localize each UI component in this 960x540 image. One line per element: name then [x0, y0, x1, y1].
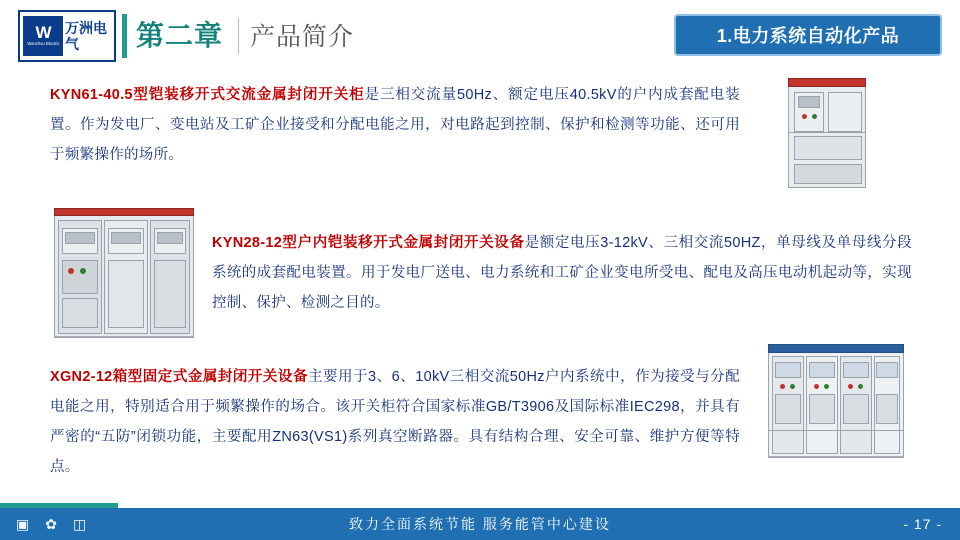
paragraph-xgn2: [50, 362, 740, 482]
grid-icon[interactable]: ▣: [16, 516, 30, 532]
footer-page-number: - 17 -: [903, 516, 942, 532]
paragraph-kyn61-body: 是三相交流量50Hz、额定电压40.5kV的户内成套配电装置。作为发电厂、变电站及工矿企业接受和分配电能之用，对电路起到控制、保护和检测等功能、还可用于频繁操作的场所。: [50, 87, 740, 163]
paragraph-kyn28: [212, 228, 912, 318]
chapter-subtitle: 产品简介: [250, 23, 355, 51]
footer-bar: [0, 508, 960, 540]
book-icon[interactable]: ◫: [72, 516, 87, 532]
paragraph-kyn61-highlight: KYN61-40.5型铠装移开式交流金属封闭开关柜: [50, 87, 365, 103]
logo-mark-letter: W: [35, 23, 51, 42]
chapter-accent-bar: [122, 14, 127, 58]
paragraph-xgn2-body: 主要用于3、6、10kV三相交流50Hz户内系统中，作为接受与分配电能之用，特别适合用于频繁操作的场合。该开关柜符合国家标准GB/T3906及国际标准IEC298，并具有严密的“五防”闭锁功能，主要配用ZN63(VS1)系列真空断路器。具有结构合理、安全可靠、维护方便等特点。: [50, 369, 740, 475]
kyn61-switchgear-photo: [770, 72, 886, 192]
paragraph-kyn61: [50, 80, 740, 170]
section-badge: 1.电力系统自动化产品: [674, 14, 942, 56]
footer-slogan: 致力全面系统节能 服务能管中心建设: [349, 516, 611, 532]
chapter-divider: [238, 18, 239, 54]
paragraph-kyn28-body: 是额定电压3-12kV、三相交流50HZ，单母线及单母线分段系统的成套配电装置。用于发电厂送电、电力系统和工矿企业变电所受电、配电及高压电动机起动等，实现控制、保护、检测之目的。: [212, 235, 912, 311]
paragraph-kyn28-highlight: KYN28-12型户内铠装移开式金属封闭开关设备: [212, 235, 525, 251]
gear-icon[interactable]: ✿: [45, 516, 57, 532]
logo-mark-subtext: Wanzhou Electric: [26, 41, 60, 46]
xgn2-switchgear-photo: [762, 338, 910, 464]
paragraph-xgn2-highlight: XGN2-12箱型固定式金属封闭开关设备: [50, 369, 308, 385]
company-logo: [18, 10, 116, 62]
kyn28-switchgear-photo: [50, 198, 198, 346]
logo-company-name: 万洲电气: [65, 20, 107, 52]
logo-mark-icon: [23, 16, 63, 56]
chapter-title: 第二章: [136, 20, 224, 51]
